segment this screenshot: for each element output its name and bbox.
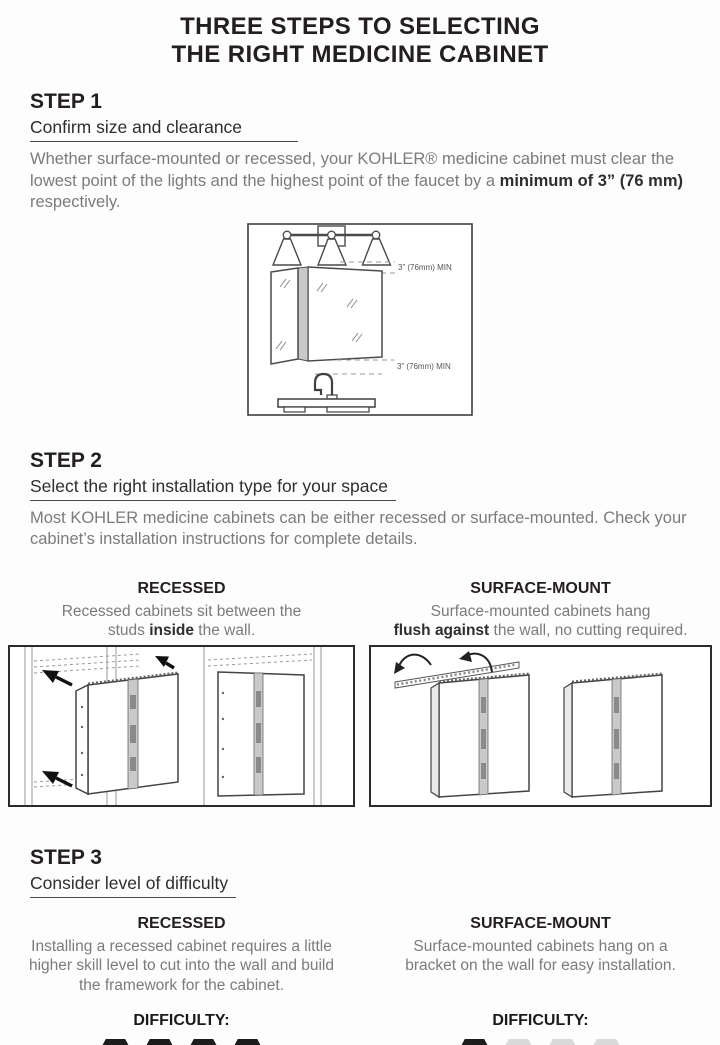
surface-mount-install-diagram [369, 645, 712, 807]
difficulty-nut-filled-icon [228, 1038, 267, 1045]
top-clearance-label: 3” (76mm) MIN [398, 262, 452, 272]
surface-desc-line2-post: the wall, no cutting required. [489, 622, 688, 639]
difficulty-nut-empty-icon [587, 1038, 626, 1045]
difficulty-nut-filled-icon [455, 1038, 494, 1045]
step-2-subheading: Select the right installation type for your space [30, 476, 396, 501]
difficulty-columns [0, 914, 720, 1045]
step-3-heading: STEP 3 [30, 845, 102, 869]
surface-difficulty-column [369, 914, 712, 1045]
desc-line: Surface-mounted cabinets hang on a [413, 937, 668, 955]
step-3-section [0, 846, 720, 1045]
recessed-difficulty-rating [8, 1038, 355, 1045]
recessed-desc-line2-pre: studs [107, 622, 150, 639]
desc-line: higher skill level to cut into the wall and build [28, 957, 334, 974]
surface-desc-line1: Surface-mounted cabinets hang [430, 602, 651, 620]
recessed-column [8, 579, 355, 812]
desc-line: the framework for the cabinet. [78, 976, 285, 994]
recessed-diagram-figure [8, 645, 355, 812]
step-1-subheading: Confirm size and clearance [30, 117, 298, 142]
desc-line: Installing a recessed cabinet requires a little [31, 937, 332, 955]
difficulty-nut-empty-icon [543, 1038, 582, 1045]
step-2-heading: STEP 2 [30, 448, 102, 472]
surface-mount-title: SURFACE-MOUNT [470, 579, 611, 597]
step-1-body-pre: Whether surface-mounted or recessed, your KOHLER® medicine cabinet must clear the lowest point of the lights and the highest point of the faucet by a [30, 150, 675, 190]
step-2-body: Most KOHLER medicine cabinets can be either recessed or surface-mounted. Check your cabinet’s installation instructions for complete details. [30, 508, 687, 548]
surface-mount-description [369, 602, 712, 641]
step-1-body-bold: minimum of 3” (76 mm) [499, 171, 684, 190]
recessed-description [8, 602, 355, 641]
difficulty-nut-filled-icon [184, 1038, 223, 1045]
recessed-title: RECESSED [137, 579, 226, 597]
surface-difficulty-title: SURFACE-MOUNT [470, 914, 611, 932]
recessed-difficulty-description [8, 937, 355, 999]
page-title-line1: THREE STEPS TO SELECTING [180, 13, 540, 40]
surface-desc-line2-bold: flush against [393, 622, 490, 639]
medicine-cabinet-drawing [271, 267, 382, 364]
surface-mount-diagram-figure [369, 645, 712, 812]
step-3-subheading: Consider level of difficulty [30, 873, 236, 898]
difficulty-nut-filled-icon [96, 1038, 135, 1045]
difficulty-nut-empty-icon [499, 1038, 538, 1045]
surface-difficulty-label: DIFFICULTY: [492, 1011, 589, 1029]
recessed-difficulty-title: RECESSED [137, 914, 226, 932]
recessed-difficulty-column [8, 914, 355, 1045]
surface-mount-column [369, 579, 712, 812]
bottom-clearance-label: 3” (76mm) MIN [397, 361, 451, 371]
cabinet-mounted-drawing [564, 673, 662, 797]
recessed-install-diagram [8, 645, 355, 807]
recessed-desc-line1: Recessed cabinets sit between the [61, 602, 302, 620]
vanity-counter-drawing [278, 399, 375, 412]
step-1-body [30, 149, 690, 214]
step-1-section [0, 90, 720, 421]
recessed-desc-line2-bold: inside [149, 622, 194, 639]
page-title-line2: THE RIGHT MEDICINE CABINET [171, 41, 549, 68]
page-title [0, 0, 720, 69]
surface-difficulty-description [369, 937, 712, 999]
surface-difficulty-rating [369, 1038, 712, 1045]
recessed-desc-line2-post: the wall. [193, 622, 256, 639]
step-1-body-post: respectively. [30, 193, 121, 211]
cabinet-recessed-drawing [218, 672, 304, 796]
cabinet-inserting-drawing [76, 672, 178, 794]
cabinet-hanging-drawing [431, 673, 529, 797]
clearance-diagram-figure [247, 223, 473, 421]
step-2-section [0, 449, 720, 812]
clearance-diagram [247, 223, 473, 416]
recessed-difficulty-label: DIFFICULTY: [133, 1011, 230, 1029]
installation-type-columns [0, 579, 720, 812]
desc-line: bracket on the wall for easy installation. [405, 957, 676, 974]
step-1-heading: STEP 1 [30, 90, 102, 113]
difficulty-nut-filled-icon [140, 1038, 179, 1045]
